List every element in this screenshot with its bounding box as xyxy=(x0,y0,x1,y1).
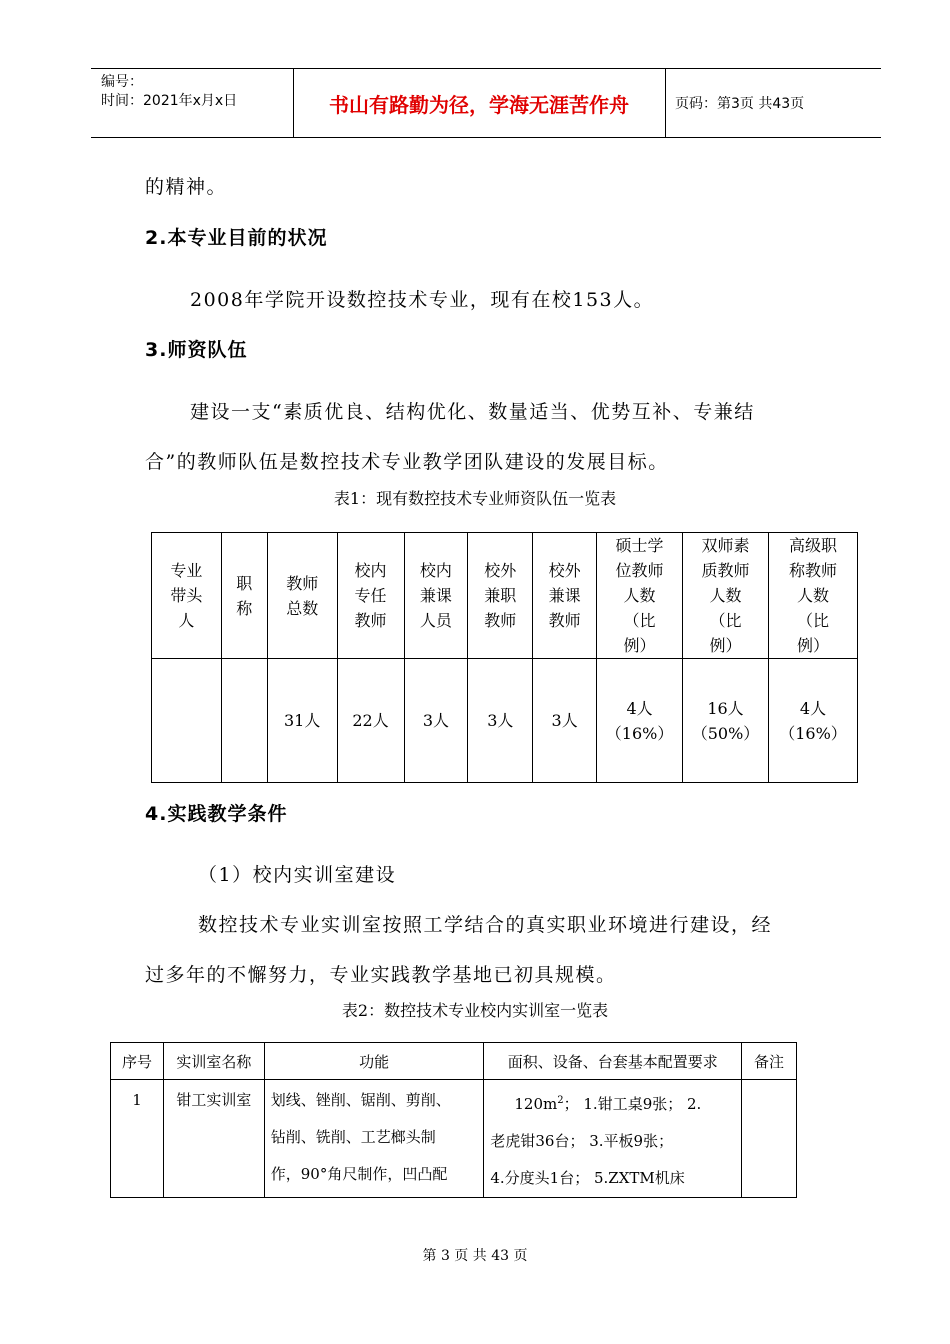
cell-line: 职 xyxy=(236,573,253,593)
cell-line: 人数 xyxy=(623,586,656,605)
table-row xyxy=(152,659,858,783)
cell-line: （50%） xyxy=(691,723,760,743)
section-heading-2: 2.本专业目前的状况 xyxy=(145,227,328,249)
table-cell xyxy=(468,659,533,783)
table-cell xyxy=(267,659,337,783)
header-motto: 书山有路勤为径，学海无涯苦作舟 xyxy=(329,92,629,117)
cell-line: 总数 xyxy=(286,598,319,618)
cell-line: 4人 xyxy=(626,698,653,718)
cell-line: 带头 xyxy=(170,586,203,605)
table-cell xyxy=(221,659,267,783)
cell-line: 22人 xyxy=(352,711,389,730)
cell-line: 质教师 xyxy=(701,561,750,580)
cell-line xyxy=(490,1082,735,1123)
config-area: 120m xyxy=(514,1095,558,1113)
header-page: 页码：第3页 共43页 xyxy=(675,96,805,112)
cell-line: 高级职 xyxy=(788,536,837,555)
cell-line: （比 xyxy=(623,611,656,630)
column-header: 序号 xyxy=(111,1043,164,1080)
column-header xyxy=(404,533,468,659)
header-time: 时间：2021年x月x日 xyxy=(101,93,238,109)
cell-line: 16人 xyxy=(707,698,744,718)
cell-line: 教师 xyxy=(548,611,581,630)
table-cell xyxy=(533,659,597,783)
cell-lab-name: 钳工实训室 xyxy=(163,1080,264,1198)
cell-line: 人 xyxy=(178,611,195,630)
cell-line: 4人 xyxy=(799,698,827,718)
subsection-heading: （1）校内实训室建设 xyxy=(198,864,397,886)
cell-line: 专业 xyxy=(170,561,203,580)
cell-line: 兼职 xyxy=(484,586,517,605)
config-items: ； 1.钳工桌9张； 2. xyxy=(563,1095,702,1113)
cell-remark xyxy=(742,1080,797,1198)
table-header-row xyxy=(152,533,858,659)
table-cell xyxy=(768,659,857,783)
cell-line: 位教师 xyxy=(615,561,664,580)
table-header-row xyxy=(111,1043,797,1080)
cell-line: 称教师 xyxy=(788,561,837,580)
header-meta xyxy=(101,73,237,111)
cell-line: 校外 xyxy=(548,561,581,580)
cell-line: 4.分度头1台； 5.ZXTM机床 xyxy=(490,1169,685,1187)
cell-line: 专任 xyxy=(354,586,387,605)
cell-line: 31人 xyxy=(284,711,321,730)
cell-line: 例） xyxy=(796,636,829,655)
cell-config xyxy=(484,1080,742,1198)
cell-line: 钻削、铣削、工艺榔头制 xyxy=(270,1128,436,1146)
cell-line: （比 xyxy=(709,611,742,630)
cell-line: 3人 xyxy=(422,711,450,730)
paragraph-faculty-2: 合”的教师队伍是数控技术专业教学团队建设的发展目标。 xyxy=(145,451,669,473)
cell-line: 称 xyxy=(236,598,253,618)
table2-caption: 表2：数控技术专业校内实训室一览表 xyxy=(341,1001,609,1020)
column-header xyxy=(221,533,267,659)
table-cell xyxy=(597,659,683,783)
cell-line: 双师素 xyxy=(701,536,750,555)
column-header xyxy=(152,533,222,659)
cell-line: 3人 xyxy=(551,711,578,730)
page-header xyxy=(91,68,881,138)
column-header xyxy=(337,533,404,659)
column-header xyxy=(597,533,683,659)
cell-line: 教师 xyxy=(354,611,387,630)
table-row xyxy=(111,1080,797,1198)
column-header xyxy=(533,533,597,659)
cell-line: 校外 xyxy=(484,561,517,580)
header-divider xyxy=(665,69,666,137)
config-area-unit-exponent: 2 xyxy=(557,1095,564,1106)
cell-line: 人数 xyxy=(796,586,829,605)
cell-line: 校内 xyxy=(354,561,387,580)
cell-line: 例） xyxy=(709,636,742,655)
paragraph-lab-1: 数控技术专业实训室按照工学结合的真实职业环境进行建设，经 xyxy=(198,914,773,936)
table-cell xyxy=(337,659,404,783)
column-header: 实训室名称 xyxy=(163,1043,264,1080)
table-cell xyxy=(404,659,468,783)
cell-line: 作，90°角尺制作，凹凸配 xyxy=(270,1165,448,1183)
lab-table xyxy=(110,1042,797,1198)
paragraph-status: 2008年学院开设数控技术专业，现有在校153人。 xyxy=(190,289,655,311)
table1-caption: 表1：现有数控技术专业师资队伍一览表 xyxy=(333,489,617,508)
faculty-table xyxy=(151,532,858,783)
column-header xyxy=(683,533,769,659)
text-line: 的精神。 xyxy=(145,176,228,198)
cell-line: 老虎钳36台； 3.平板9张； xyxy=(490,1132,674,1150)
cell-line: 兼课 xyxy=(419,586,452,605)
cell-line: 人员 xyxy=(419,611,452,630)
column-header: 备注 xyxy=(742,1043,797,1080)
cell-line: 教师 xyxy=(286,573,319,593)
cell-line: 人数 xyxy=(709,586,742,605)
table-cell xyxy=(683,659,769,783)
cell-line: 校内 xyxy=(419,561,452,580)
cell-line: 兼课 xyxy=(548,586,581,605)
paragraph-lab-2: 过多年的不懈努力，专业实践教学基地已初具规模。 xyxy=(145,964,617,986)
column-header xyxy=(267,533,337,659)
cell-line: 硕士学 xyxy=(615,536,664,555)
cell-line: 3人 xyxy=(487,711,514,730)
cell-line: （16%） xyxy=(779,723,847,743)
cell-line: 划线、锉削、锯削、剪削、 xyxy=(270,1091,451,1109)
cell-line: 教师 xyxy=(484,611,517,630)
cell-line: （比 xyxy=(796,611,829,630)
section-heading-3: 3.师资队伍 xyxy=(145,339,248,361)
header-number: 编号： xyxy=(101,74,143,90)
column-header xyxy=(768,533,857,659)
column-header: 功能 xyxy=(264,1043,484,1080)
table-cell xyxy=(152,659,222,783)
cell-function xyxy=(264,1080,484,1198)
column-header xyxy=(468,533,533,659)
cell-line: 例） xyxy=(623,636,656,655)
column-header: 面积、设备、台套基本配置要求 xyxy=(484,1043,742,1080)
cell-index: 1 xyxy=(111,1080,164,1198)
page-footer: 第 3 页 共 43 页 xyxy=(422,1248,528,1264)
section-heading-4: 4.实践教学条件 xyxy=(145,803,288,825)
cell-line: （16%） xyxy=(605,723,674,743)
paragraph-faculty-1: 建设一支“素质优良、结构优化、数量适当、优势互补、专兼结 xyxy=(190,401,755,423)
